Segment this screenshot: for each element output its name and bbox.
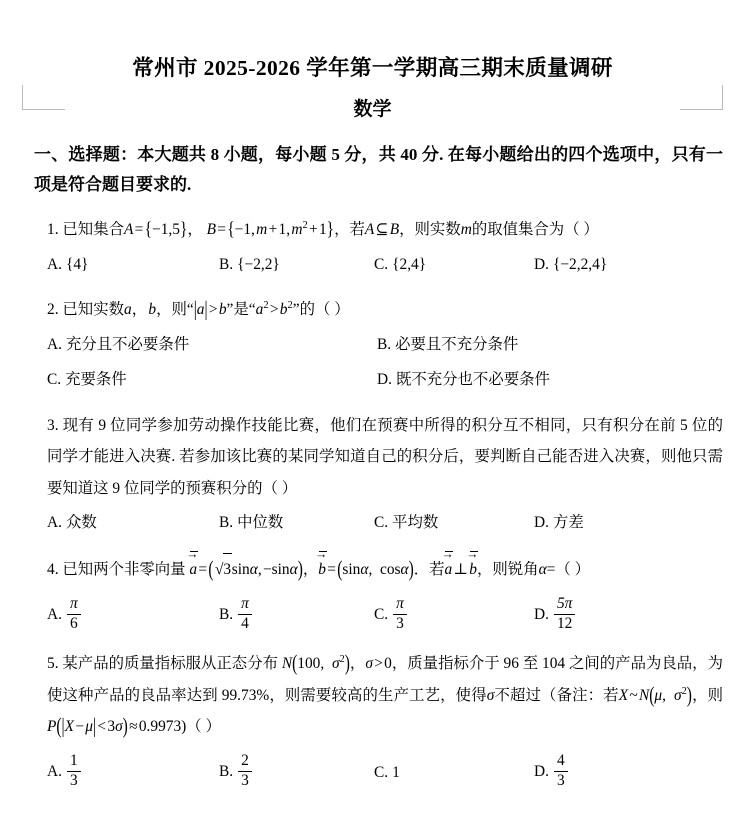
option-label: D.: [534, 606, 549, 624]
option-label: C.: [47, 370, 62, 388]
option-label: B.: [377, 336, 392, 354]
question-1-set-a: A = {−1,5}: [123, 218, 188, 241]
exam-page: [0, 56, 745, 822]
question-5-distribution: N(100, $\sigma^2$): [281, 651, 350, 676]
fraction-denominator: 3: [554, 771, 568, 790]
question-5-stem: [34, 648, 723, 743]
question-5-mid: ，质量指标介于 96 至 104 之间的产品为良品，为使这种产品的良品率达到 99.73%，则需要较高的生产工艺，使得: [47, 655, 723, 704]
question-5-sigma: σ: [486, 686, 495, 704]
question-4-alpha: α: [538, 561, 547, 579]
question-3-option-a[interactable]: [47, 508, 219, 539]
option-text: 必要且不充分条件: [395, 336, 519, 354]
option-text: 众数: [65, 514, 97, 532]
option-text: {−2,2,4}: [552, 255, 608, 273]
section-one-instructions: 一、选择题：本大题共 8 小题，每小题 5 分，共 40 分. 在每小题给出的四个选项中，只有一项是符合题目要求的.: [34, 144, 723, 194]
question-1-mid: ，若: [334, 221, 365, 239]
question-3: [34, 410, 723, 540]
question-5-sigma-condition: σ > 0: [365, 655, 392, 673]
question-2-lead: 已知实数: [62, 301, 124, 319]
question-2-expr-1: |a| > b: [193, 298, 227, 322]
fraction: [67, 596, 81, 632]
option-label: A.: [47, 514, 62, 532]
question-4-option-a[interactable]: [47, 595, 219, 634]
fraction: [238, 753, 252, 789]
option-label: B.: [219, 514, 234, 532]
question-3-option-c[interactable]: [374, 508, 534, 539]
question-2-option-a[interactable]: [47, 330, 377, 361]
exam-content: [0, 140, 745, 791]
question-2-number: 2.: [47, 301, 59, 319]
option-text: 充要条件: [65, 370, 127, 388]
option-label: A.: [47, 606, 62, 624]
question-5-option-b[interactable]: [219, 752, 374, 791]
question-2-expr-2: $a^2$ > $b^2$: [255, 300, 293, 319]
option-label: A.: [47, 255, 62, 273]
question-1-option-c[interactable]: [374, 250, 534, 281]
question-4-vector-b: b → = (sinα, cosα): [318, 561, 413, 578]
question-4-options: [34, 595, 723, 634]
question-2-stem: [34, 294, 723, 326]
fraction-numerator: 5π: [556, 595, 573, 613]
question-4: [34, 546, 723, 634]
fraction-numerator: π: [69, 595, 78, 613]
fraction-denominator: 6: [67, 614, 81, 633]
question-5-option-d[interactable]: [534, 752, 569, 791]
option-label: A.: [47, 763, 62, 781]
fraction: [67, 753, 81, 789]
question-2-options-row-1: [34, 330, 723, 361]
option-text: {−2,2}: [237, 255, 280, 273]
option-label: A.: [47, 336, 62, 354]
fraction-numerator: 2: [241, 752, 249, 770]
question-1-variable: m: [460, 221, 472, 239]
question-1-option-a[interactable]: [47, 250, 219, 281]
question-3-option-b[interactable]: [219, 508, 374, 539]
question-3-stem: [34, 410, 723, 505]
question-1-option-d[interactable]: [534, 250, 607, 281]
question-3-text: 现有 9 位同学参加劳动操作技能比赛，他们在预赛中所得的积分互不相同，只有积分在前 5 位的同学才能进入决赛. 若参加该比赛的某同学知道自己的积分后，要判断自己能否进入决赛，则他只需要知道这 9 位同学的预赛积分的（ ）: [47, 416, 723, 497]
question-2-options-row-2: [34, 365, 723, 396]
question-2-option-c[interactable]: [47, 365, 377, 396]
question-5-lead: 某产品的质量指标服从正态分布: [62, 655, 279, 673]
question-1-stem: 1. 已知集合A = {−1,5}， B = {−1, m + 1, $m^2$ + 1}，若A ⊆ B，则实数m的取值集合为（ ）: [47, 218, 599, 241]
fraction-denominator: 4: [238, 614, 252, 633]
option-text: {4}: [65, 255, 89, 273]
fraction-numerator: 4: [556, 752, 565, 770]
option-text: {2,4}: [392, 255, 427, 273]
question-3-options: [34, 508, 723, 539]
question-2-option-b[interactable]: [377, 330, 518, 361]
question-5-probability: P(|X − μ| < 3σ) ≈ 0.9973: [47, 714, 182, 739]
question-4-tail: ，则锐角: [477, 561, 539, 579]
fraction: [393, 596, 407, 632]
question-5-distribution-2: X ~ N(μ, $\sigma^2$): [618, 682, 692, 708]
question-4-lead: 已知两个非零向量: [62, 561, 186, 579]
option-label: C.: [374, 514, 389, 532]
question-2: [34, 294, 723, 395]
option-text: 既不充分也不必要条件: [395, 370, 550, 388]
fraction: [238, 596, 252, 632]
option-label: D.: [534, 763, 549, 781]
question-1-condition: A ⊆ B: [364, 221, 400, 239]
question-5-options: [34, 752, 723, 791]
question-2-mid: ，则“: [156, 301, 194, 319]
question-1-number: 1.: [47, 221, 59, 239]
fraction-denominator: 3: [67, 771, 81, 790]
question-1-options: [34, 250, 723, 281]
question-5-comma: ，: [349, 655, 366, 673]
fraction-numerator: π: [241, 595, 249, 613]
option-text: 充分且不必要条件: [65, 336, 190, 354]
option-label: C.: [374, 606, 389, 624]
question-1-tail2: 的取值集合为（ ）: [471, 221, 599, 239]
option-label: B.: [219, 763, 234, 781]
option-text: 中位数: [237, 514, 284, 532]
fraction-denominator: 3: [238, 771, 252, 790]
question-1: [34, 214, 723, 280]
question-3-option-d[interactable]: [534, 508, 584, 539]
question-2-option-d[interactable]: [377, 365, 550, 396]
fraction: [554, 753, 568, 789]
option-label: B.: [219, 255, 234, 273]
question-5-option-a[interactable]: [47, 752, 219, 791]
question-4-option-c[interactable]: [374, 595, 534, 634]
question-4-number: 4.: [47, 561, 59, 579]
fraction-numerator: 1: [69, 752, 78, 770]
question-2-vars: a， b: [123, 301, 157, 319]
question-4-comma: ，: [302, 561, 319, 579]
question-1-tail: ，则实数: [399, 221, 461, 239]
fraction-numerator: π: [396, 595, 404, 613]
question-5-number: 5.: [47, 655, 59, 673]
fraction: [554, 596, 575, 632]
fraction-denominator: 3: [393, 614, 407, 633]
question-1-set-b: B = {−1, m + 1, $m^2$ + 1}: [206, 218, 335, 241]
option-label: D.: [377, 370, 392, 388]
question-5-tail3: )（ ）: [181, 718, 221, 736]
page-title: 常州市 2025-2026 学年第一学期高三期末质量调研: [132, 56, 613, 80]
question-2-tail: ”的（ ）: [292, 301, 350, 319]
subject-title: 数学: [353, 98, 392, 120]
question-4-tail2: =（ ）: [546, 561, 590, 579]
question-5: [34, 648, 723, 791]
question-4-stem: [34, 546, 723, 586]
question-4-mid: ．若: [413, 561, 445, 579]
question-4-perp-condition: a → ⊥ b →: [445, 561, 477, 578]
option-text: 平均数: [392, 514, 439, 532]
option-label: C.: [374, 255, 389, 273]
option-label: C.: [374, 763, 389, 781]
question-1-lead: 已知集合: [62, 221, 124, 239]
option-text: 方差: [552, 514, 584, 532]
question-3-number: 3.: [47, 416, 59, 434]
question-2-is: ”是“: [226, 301, 256, 319]
option-label: D.: [534, 514, 549, 532]
option-label: B.: [219, 606, 234, 624]
fraction-denominator: 12: [554, 614, 575, 633]
question-4-option-b[interactable]: [219, 595, 374, 634]
question-5-tail: 不超过（备注：若: [494, 686, 619, 704]
question-4-option-d[interactable]: [534, 595, 576, 634]
question-1-option-b[interactable]: [219, 250, 374, 281]
option-label: D.: [534, 255, 549, 273]
option-text: 1: [392, 763, 400, 781]
question-5-tail2: ，则: [691, 686, 723, 704]
question-4-vector-a: a → = (√3sinα, −sinα): [189, 561, 302, 578]
